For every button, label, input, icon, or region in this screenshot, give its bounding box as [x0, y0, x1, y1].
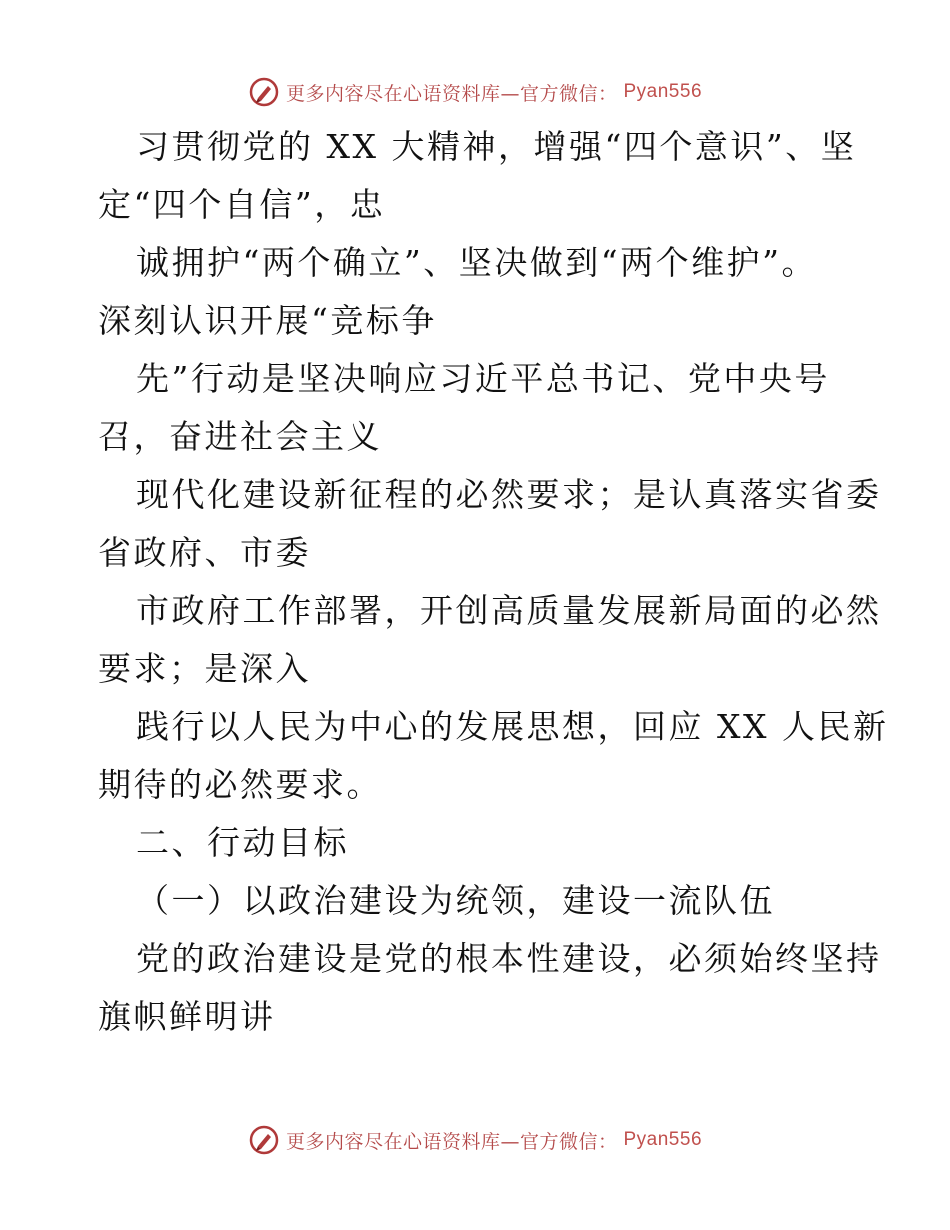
text-line: 现代化建设新征程的必然要求；是认真落实省委 — [136, 475, 882, 514]
text-line: 旗帜鲜明讲 — [98, 997, 276, 1036]
document-body — [98, 118, 889, 1046]
text-line: 市政府工作部署，开创高质量发展新局面的必然 — [136, 591, 882, 630]
pen-logo-icon — [248, 76, 280, 108]
footer-watermark — [0, 1124, 950, 1156]
text-line: 诚拥护“两个确立”、坚决做到“两个维护”。 — [136, 243, 817, 282]
watermark-wechat-id: Pyan556 — [623, 81, 703, 102]
text-line: 要求；是深入 — [98, 649, 311, 688]
text-line: 定“四个自信”，忠 — [98, 185, 386, 224]
text-line: 党的政治建设是党的根本性建设，必须始终坚持 — [136, 939, 882, 978]
text-line: 习贯彻党的 XX 大精神，增强“四个意识”、坚 — [136, 127, 857, 166]
header-watermark — [0, 76, 950, 108]
section-heading: 二、行动目标 — [136, 823, 349, 862]
watermark-text: 更多内容尽在心语资料库—官方微信： — [285, 1130, 618, 1153]
text-line: 践行以人民为中心的发展思想，回应 XX 人民新 — [136, 707, 889, 746]
text-line: 省政府、市委 — [98, 533, 311, 572]
watermark-text: 更多内容尽在心语资料库—官方微信： — [285, 82, 618, 105]
pen-logo-icon — [248, 1124, 280, 1156]
watermark-wechat-id: Pyan556 — [623, 1129, 703, 1150]
text-line: 先”行动是坚决响应习近平总书记、党中央号 — [136, 359, 830, 398]
text-line: 召，奋进社会主义 — [98, 417, 382, 456]
subsection-heading: （一）以政治建设为统领，建设一流队伍 — [136, 881, 775, 920]
text-line: 期待的必然要求。 — [98, 765, 382, 804]
text-line: 深刻认识开展“竞标争 — [98, 301, 437, 340]
